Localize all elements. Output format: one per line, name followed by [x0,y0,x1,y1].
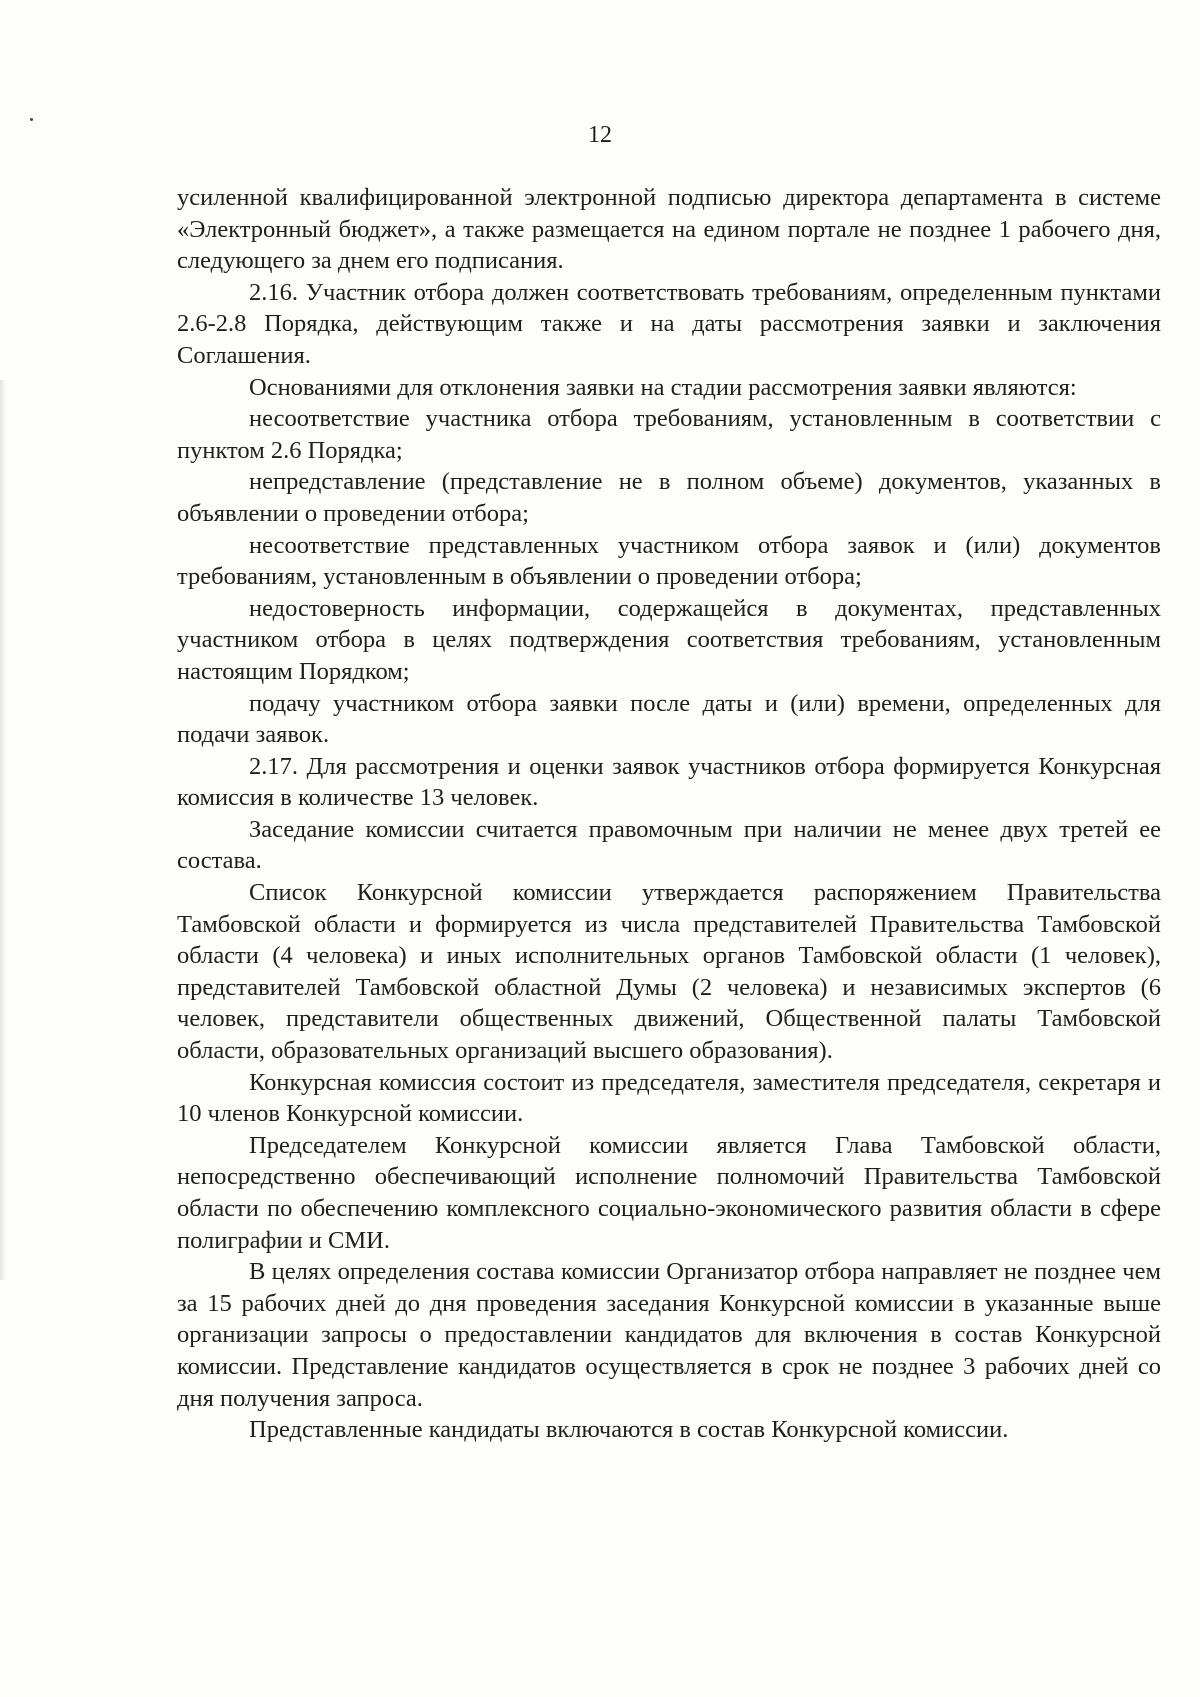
paragraph-ground-unreliable-info: недостоверность информации, содержащейся в документах, представленных участником отбора в целях подтверждения соответствия требованиям, установленным настоящим Порядком; [177,594,1161,685]
scan-shadow [0,380,6,1280]
page-number: 12 [588,122,612,148]
paragraph-continuation: усиленной квалифицированной электронной подписью директора департамента в системе «Электронный бюджет», а также размещается на едином портале не позднее 1 рабочего дня, следующего за днем его подписания. [177,184,1161,275]
paragraph-candidates-included: Представленные кандидаты включаются в состав Конкурсной комиссии. [249,1416,1009,1444]
paragraph-chairman: Председателем Конкурсной комиссии является Глава Тамбовской области, непосредственно обеспечивающий исполнение полномочий Правительства Тамбовской области по обеспечению комплексного социально-экономического развития области в сфере полиграфии и СМИ. [177,1131,1161,1254]
paragraph-commission-structure: Конкурсная комиссия состоит из председателя, заместителя председателя, секретаря и 10 членов Конкурсной комиссии. [177,1068,1161,1128]
paragraph-ground-nonconformity: несоответствие участника отбора требованиям, установленным в соответствии с пунктом 2.6 Порядка; [177,405,1161,464]
paragraph-ground-missing-docs: непредставление (представление не в полном объеме) документов, указанных в объявлении о проведении отбора; [177,468,1161,527]
paragraph-2-17: 2.17. Для рассмотрения и оценки заявок участников отбора формируется Конкурсная комиссия в количестве 13 человек. [177,752,1161,812]
document-body [177,182,1161,1446]
paragraph-commission-list: Список Конкурсной комиссии утверждается распоряжением Правительства Тамбовской области и формируется из числа представителей Правительства Тамбовской области (4 человека) и иных исполнительных органов Тамбовской области (1 человек), представителей Тамбовской областной Думы (2 человека) и независимых экспертов (6 человек, представители общественных движений, Общественной палаты Тамбовской области, образовательных организаций высшего образования). [177,879,1161,1065]
paragraph-ground-doc-mismatch: несоответствие представленных участником отбора заявок и (или) документов требованиям, установленным в объявлении о проведении отбора; [177,531,1161,591]
paragraph-ground-late-submission: подачу участником отбора заявки после даты и (или) времени, определенных для подачи заявок. [177,689,1161,749]
paragraph-quorum: Заседание комиссии считается правомочным при наличии не менее двух третей ее состава. [177,815,1161,875]
paragraph-rejection-grounds: Основаниями для отклонения заявки на стадии рассмотрения заявки являются: [249,373,1077,401]
paragraph-2-16: 2.16. Участник отбора должен соответствовать требованиям, определенным пунктами 2.6-2.8 Порядка, действующим также и на даты рассмотрения заявки и заключения Соглашения. [177,278,1161,369]
paragraph-candidate-requests: В целях определения состава комиссии Организатор отбора направляет не позднее чем за 15 рабочих дней до дня проведения заседания Конкурсной комиссии в указанные выше организации запросы о предоставлении кандидатов для включения в состав Конкурсной комиссии. Представление кандидатов осуществляется в срок не позднее 3 рабочих дней со дня получения запроса. [177,1258,1161,1412]
